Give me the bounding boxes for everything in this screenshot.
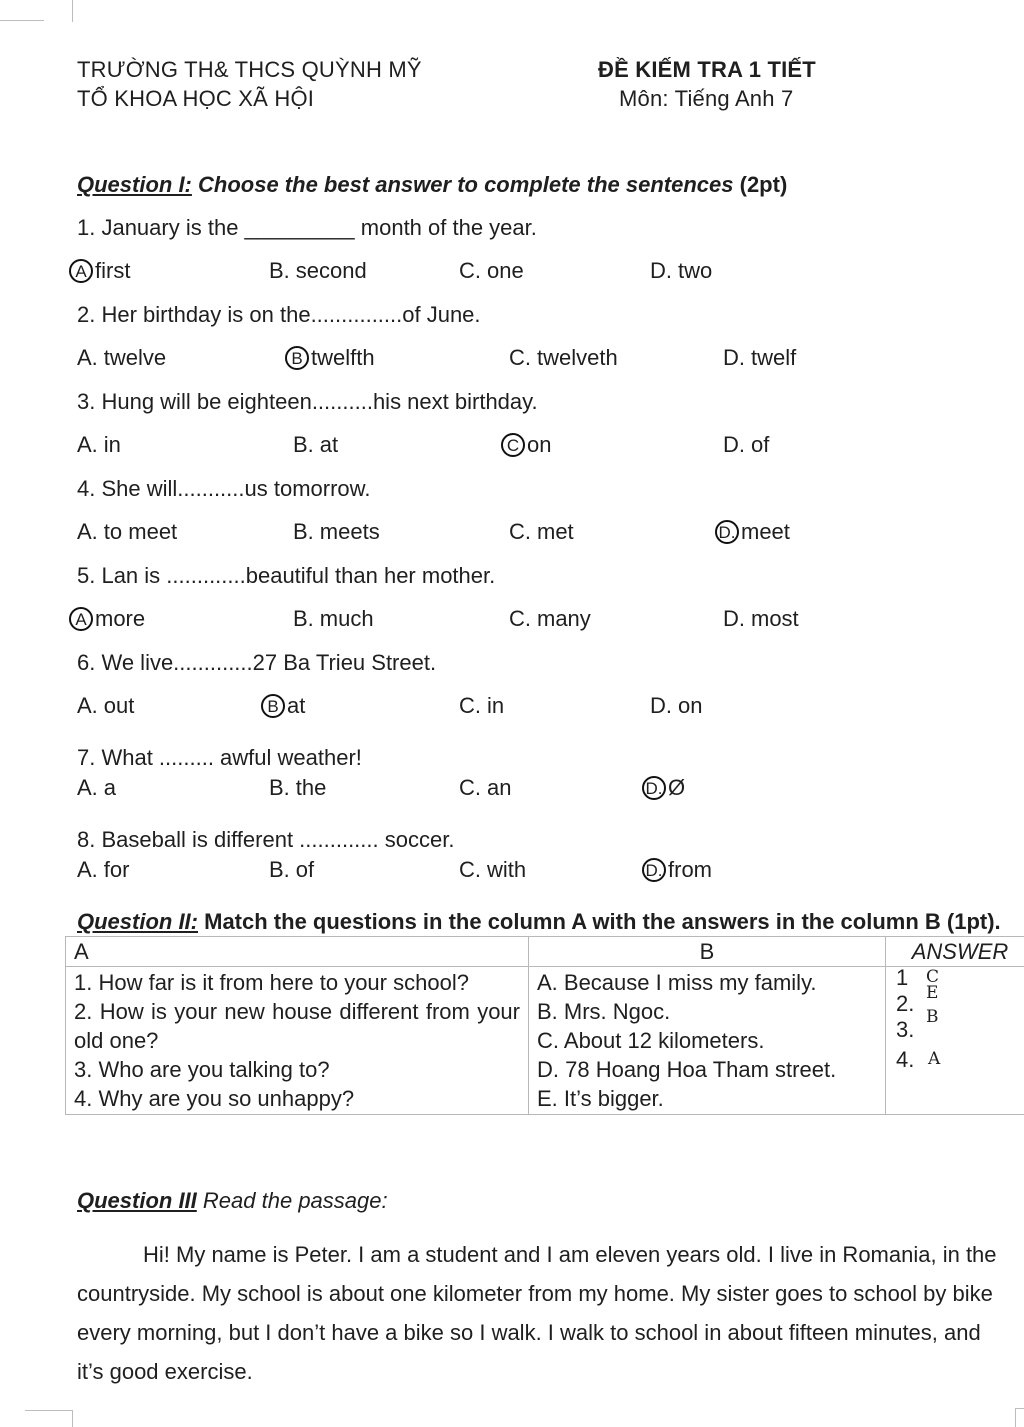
- column-b-item: D. 78 Hoang Hoa Tham street.: [537, 1057, 837, 1082]
- answer-option[interactable]: [77, 519, 177, 545]
- answer-option[interactable]: [650, 693, 702, 719]
- question-1-points: (2pt): [739, 172, 788, 197]
- answer-option[interactable]: [501, 432, 551, 458]
- column-a-item: 1. How far is it from here to your school?: [74, 970, 469, 995]
- matching-table-header: [66, 937, 1024, 967]
- answer-option[interactable]: [69, 606, 145, 632]
- option-text: many: [537, 606, 591, 631]
- option-text: Ø: [668, 775, 686, 800]
- question-1-stem: 2. Her birthday is on the...............of June.: [77, 302, 481, 327]
- answer-option[interactable]: [459, 857, 526, 883]
- option-text: the: [295, 775, 327, 800]
- option-text: meet: [741, 519, 790, 544]
- option-text: twelfth: [311, 345, 375, 370]
- option-text: in: [487, 693, 505, 718]
- column-a-item: 4. Why are you so unhappy?: [74, 1086, 355, 1111]
- question-1-stem: 1. January is the _________ month of the year.: [77, 215, 537, 240]
- option-letter: C.: [509, 519, 531, 544]
- option-letter: B.: [293, 606, 314, 631]
- answer-option[interactable]: [650, 258, 712, 284]
- question-1-label: Question I:: [77, 172, 192, 197]
- column-b-item: C. About 12 kilometers.: [537, 1028, 765, 1053]
- question-1-title: [77, 172, 787, 198]
- option-text: from: [668, 857, 712, 882]
- answer-option[interactable]: [642, 775, 685, 801]
- school-name: TRƯỜNG TH& THCS QUỲNH MỸ: [77, 57, 422, 82]
- option-text: on: [678, 693, 703, 718]
- question-2-instruction: Match the questions in the column A with the answers in the column B (1pt).: [204, 909, 1001, 934]
- matching-table-body: [66, 967, 1024, 1115]
- answer-option[interactable]: [261, 693, 305, 719]
- option-text: on: [527, 432, 552, 457]
- option-text: more: [95, 606, 146, 631]
- answer-option[interactable]: [269, 775, 326, 801]
- option-text: twelveth: [537, 345, 618, 370]
- matching-table: [65, 936, 1024, 1115]
- answer-option[interactable]: [77, 432, 121, 458]
- option-text: at: [287, 693, 306, 718]
- option-letter: C.: [509, 606, 531, 631]
- answer-value: A: [928, 1049, 941, 1069]
- option-text: two: [678, 258, 713, 283]
- answer-option[interactable]: [77, 693, 134, 719]
- exam-subject: Môn: Tiếng Anh 7: [619, 86, 794, 111]
- question-1-stem: 4. She will...........us tomorrow.: [77, 476, 371, 501]
- column-b-item: A. Because I miss my family.: [537, 970, 817, 995]
- option-text: out: [103, 693, 135, 718]
- option-text: of: [751, 432, 770, 457]
- option-letter: B.: [269, 857, 290, 882]
- option-letter: B.: [269, 775, 290, 800]
- answer-option[interactable]: [723, 606, 799, 632]
- column-a-item: 3. Who are you talking to?: [74, 1057, 330, 1082]
- option-text: in: [103, 432, 121, 457]
- column-a-item: 2. How is your new house different from your old one?: [74, 999, 520, 1053]
- answer-number: 1: [896, 965, 909, 990]
- answer-option[interactable]: [723, 432, 769, 458]
- column-a-cell: [66, 967, 529, 1115]
- answer-cell: [886, 967, 1024, 1115]
- option-text: twelf: [751, 345, 797, 370]
- answer-option[interactable]: [459, 775, 511, 801]
- option-letter: D.: [723, 345, 745, 370]
- option-text: of: [295, 857, 315, 882]
- answer-option[interactable]: [509, 345, 618, 371]
- answer-row: [896, 1007, 1024, 1044]
- option-text: first: [95, 258, 131, 283]
- crop-mark-bottom-left: [25, 1410, 73, 1411]
- question-3-instruction: Read the passage:: [202, 1188, 388, 1213]
- answer-option[interactable]: [293, 432, 338, 458]
- option-text: an: [487, 775, 512, 800]
- option-letter: A.: [77, 432, 98, 457]
- answer-option[interactable]: [293, 519, 380, 545]
- selected-option-circle: B: [285, 346, 309, 370]
- question-1-stem: 8. Baseball is different ............. soccer.: [77, 827, 455, 852]
- option-text: a: [103, 775, 117, 800]
- option-letter: D.: [723, 432, 745, 457]
- option-letter: C.: [459, 775, 481, 800]
- option-letter: A.: [77, 345, 98, 370]
- option-letter: A.: [77, 519, 98, 544]
- option-text: meets: [319, 519, 380, 544]
- question-1-stem: 3. Hung will be eighteen..........his next birthday.: [77, 389, 538, 414]
- answer-option[interactable]: [269, 857, 314, 883]
- selected-option-circle: A: [69, 607, 93, 631]
- option-letter: D.: [650, 693, 672, 718]
- answer-number: 3.: [896, 1017, 915, 1042]
- selected-option-circle: D.: [642, 776, 666, 800]
- answer-option[interactable]: [642, 857, 712, 883]
- question-3-title: [77, 1188, 388, 1214]
- answer-option[interactable]: [509, 519, 574, 545]
- option-letter: B.: [269, 258, 290, 283]
- question-1-stem: 7. What ......... awful weather!: [77, 745, 362, 770]
- column-b-item: E. It’s bigger.: [537, 1086, 664, 1111]
- option-letter: C.: [459, 693, 481, 718]
- option-letter: A.: [77, 775, 98, 800]
- answer-option[interactable]: [459, 258, 524, 284]
- selected-option-circle: D.: [715, 520, 739, 544]
- answer-option[interactable]: [77, 857, 129, 883]
- option-text: second: [295, 258, 367, 283]
- answer-option[interactable]: [285, 345, 375, 371]
- option-letter: B.: [293, 519, 314, 544]
- answer-value: C: [926, 967, 940, 987]
- question-2-label: Question II:: [77, 909, 198, 934]
- crop-mark-bottom-right: [1015, 1408, 1016, 1427]
- crop-mark-top-left: [72, 0, 73, 22]
- option-letter: C.: [459, 258, 481, 283]
- question-1-stem: 6. We live.............27 Ba Trieu Street.: [77, 650, 437, 675]
- option-letter: C.: [459, 857, 481, 882]
- crop-mark-top-left: [0, 20, 44, 21]
- option-text: most: [751, 606, 799, 631]
- option-letter: D.: [723, 606, 745, 631]
- question-1-instruction: Choose the best answer to complete the sentences: [198, 172, 734, 197]
- option-text: twelve: [103, 345, 167, 370]
- option-text: much: [319, 606, 374, 631]
- selected-option-circle: A: [69, 259, 93, 283]
- answer-option[interactable]: [77, 775, 116, 801]
- department-name: TỔ KHOA HỌC XÃ HỘI: [77, 86, 315, 111]
- option-letter: A.: [77, 693, 98, 718]
- option-letter: B.: [293, 432, 314, 457]
- answer-number: 2.: [896, 991, 915, 1016]
- answer-option[interactable]: [269, 258, 367, 284]
- option-text: at: [319, 432, 339, 457]
- answer-value: B: [926, 1007, 939, 1027]
- column-b-header: B: [529, 937, 886, 967]
- column-b-cell: [529, 967, 886, 1115]
- answer-option[interactable]: [293, 606, 374, 632]
- question-1-stem: 5. Lan is .............beautiful than her mother.: [77, 563, 496, 588]
- option-text: to meet: [103, 519, 178, 544]
- answer-number: 4.: [896, 1047, 915, 1072]
- option-letter: A.: [77, 857, 98, 882]
- selected-option-circle: D.: [642, 858, 666, 882]
- answer-option[interactable]: [715, 519, 790, 545]
- question-3-label: Question III: [77, 1188, 197, 1213]
- exam-title: ĐỀ KIẾM TRA 1 TIẾT: [598, 57, 816, 82]
- selected-option-circle: B: [261, 694, 285, 718]
- answer-option[interactable]: [509, 606, 591, 632]
- column-a-header: A: [66, 937, 529, 967]
- column-b-item: B. Mrs. Ngoc.: [537, 999, 671, 1024]
- option-letter: C.: [509, 345, 531, 370]
- option-text: for: [103, 857, 130, 882]
- answer-option[interactable]: [69, 258, 130, 284]
- answer-row: [896, 1044, 1024, 1074]
- option-text: one: [487, 258, 524, 283]
- crop-mark-bottom-right: [1015, 1408, 1024, 1409]
- selected-option-circle: C: [501, 433, 525, 457]
- reading-passage: Hi! My name is Peter. I am a student and I am eleven years old. I live in Romania, in the countryside. My school is about one kilometer from my home. My sister goes to school by bike every morning, but I don’t have a bike so I walk. I walk to school in about fifteen minutes, and it’s good exercise.: [77, 1242, 997, 1384]
- option-text: met: [537, 519, 574, 544]
- answer-column-header: ANSWER: [886, 937, 1024, 967]
- answer-value: E: [926, 983, 939, 1003]
- answer-option[interactable]: [723, 345, 796, 371]
- question-2-title: [77, 909, 1001, 935]
- option-letter: D.: [650, 258, 672, 283]
- crop-mark-bottom-left: [72, 1410, 73, 1427]
- option-text: with: [487, 857, 527, 882]
- answer-option[interactable]: [77, 345, 166, 371]
- answer-option[interactable]: [459, 693, 504, 719]
